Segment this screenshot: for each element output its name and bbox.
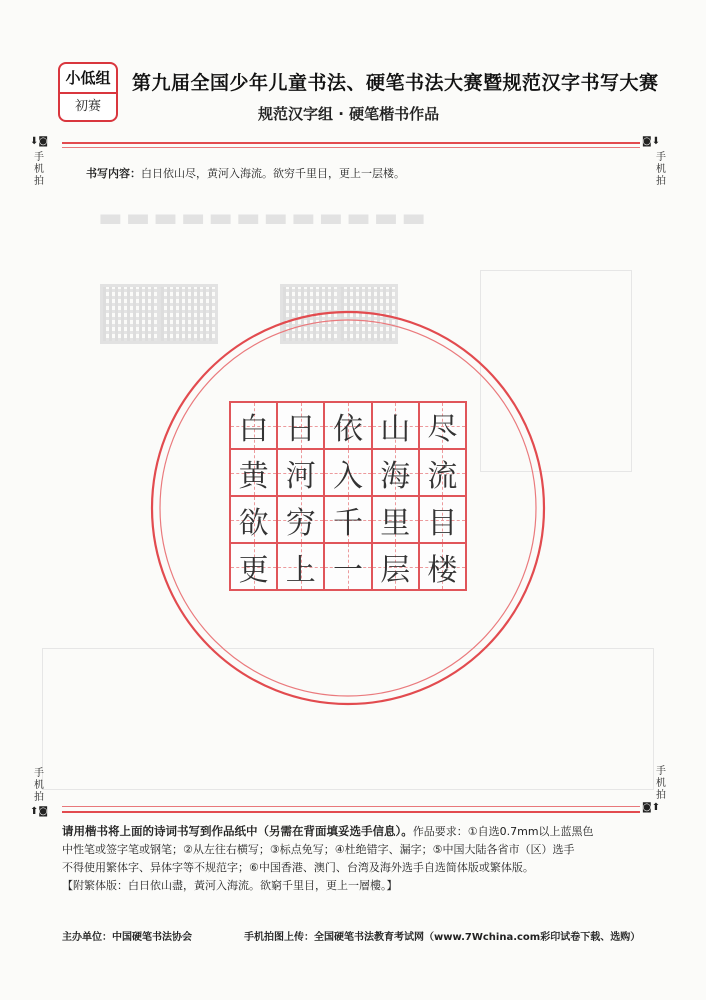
grid-character: 楼 [427,552,458,588]
instructions-line-2: 中性笔或签字笔或钢笔；②从左往右横写；③标点免写；④杜绝错字、漏字；⑤中国大陆各省市（区）选手 [62,843,575,856]
grid-cell [324,543,371,590]
organizer: 主办单位：中国硬笔书法协会 [62,932,192,943]
camera-marker-bottom-right [642,802,660,813]
grid-character: 依 [332,411,363,447]
grid-cell [277,496,324,543]
camera-icon: ◙ [38,806,49,817]
instructions-line-3: 不得使用繁体字、异体字等不规范字；⑥中国香港、澳门、台湾及海外选手自选简体版或繁体版。 [62,861,534,874]
side-note-bottom-left: 手机拍 [34,768,44,803]
grid-cell [372,402,419,449]
grid-cell [277,543,324,590]
grid-character: 穷 [285,505,316,541]
bottom-divider-thin [62,806,640,807]
grid-character: 河 [285,458,316,494]
grid-character: 上 [285,552,316,588]
grid-character: 目 [427,505,458,541]
grid-cell [324,449,371,496]
grid-character: 黄 [238,458,269,494]
page-subtitle: 规范汉字组 · 硬笔楷书作品 [258,105,440,123]
top-divider [62,142,640,144]
grid-cell [372,449,419,496]
grid-character: 欲 [238,505,269,541]
instructions-requirements: 作品要求：①自选0.7mm以上蓝黑色 [412,825,594,838]
upload-info: 手机拍图上传：全国硬笔书法教育考试网（www.7Wchina.com彩印试卷下载、选购） [244,932,641,943]
side-note-top-left: 手机拍 [34,152,44,187]
camera-marker-top-left [30,136,48,147]
writing-grid [229,401,467,591]
grid-cell [419,496,466,543]
grid-character: 一 [332,552,363,588]
grid-cell [419,402,466,449]
grid-cell [324,402,371,449]
grid-cell [230,543,277,590]
top-divider-thin [62,147,640,148]
grid-character: 更 [238,552,269,588]
grid-cell [277,449,324,496]
grid-cell [419,543,466,590]
page-title: 第九届全国少年儿童书法、硬笔书法大赛暨规范汉字书写大赛 [132,72,659,94]
grid-character: 流 [427,458,458,494]
group-badge [58,62,118,122]
instructions [62,822,658,895]
traditional-version: 【附繁体版：白日依山盡，黃河入海流。欲窮千里目，更上一層樓。】 [62,879,398,892]
grid-cell [372,496,419,543]
grid-character: 海 [380,458,411,494]
stage-label: 初赛 [74,99,101,114]
arrow-down-icon: ⬇ [651,136,661,147]
grid-cell [230,402,277,449]
grid-character: 千 [332,505,363,541]
arrow-down-icon: ⬇ [30,136,39,147]
camera-icon: ◙ [642,136,652,147]
side-note-top-right: 手机拍 [656,152,666,187]
arrow-up-icon: ⬆ [30,806,39,817]
grid-cell [277,402,324,449]
camera-icon: ◙ [38,136,49,147]
grid-character: 入 [332,458,363,494]
camera-marker-top-right [642,136,660,147]
grid-character: 尽 [427,411,458,447]
grid-cell [324,496,371,543]
show-through-text: ▬▬▬▬▬▬▬▬▬▬▬▬ [98,203,429,233]
camera-icon: ◙ [642,802,652,813]
grid-character: 里 [380,505,411,541]
grid-cell [372,543,419,590]
arrow-up-icon: ⬆ [651,802,661,813]
group-label: 小低组 [60,64,116,94]
instructions-lead: 请用楷书将上面的诗词书写到作品纸中（另需在背面填妥选手信息）。 [62,824,413,838]
writing-content-label: 书写内容： [86,167,141,180]
bottom-divider [62,811,640,813]
grid-cell [230,449,277,496]
grid-character: 层 [380,552,411,588]
instructions-line-1 [62,822,658,841]
writing-content [86,165,405,181]
grid-character: 日 [285,411,316,447]
side-note-bottom-right: 手机拍 [656,766,666,801]
grid-character: 白 [238,411,269,447]
grid-character: 山 [380,411,411,447]
camera-marker-bottom-left [30,806,48,817]
writing-content-text: 白日依山尽，黄河入海流。欲穷千里目，更上一层楼。 [141,167,405,180]
grid-cell [230,496,277,543]
grid-cell [419,449,466,496]
